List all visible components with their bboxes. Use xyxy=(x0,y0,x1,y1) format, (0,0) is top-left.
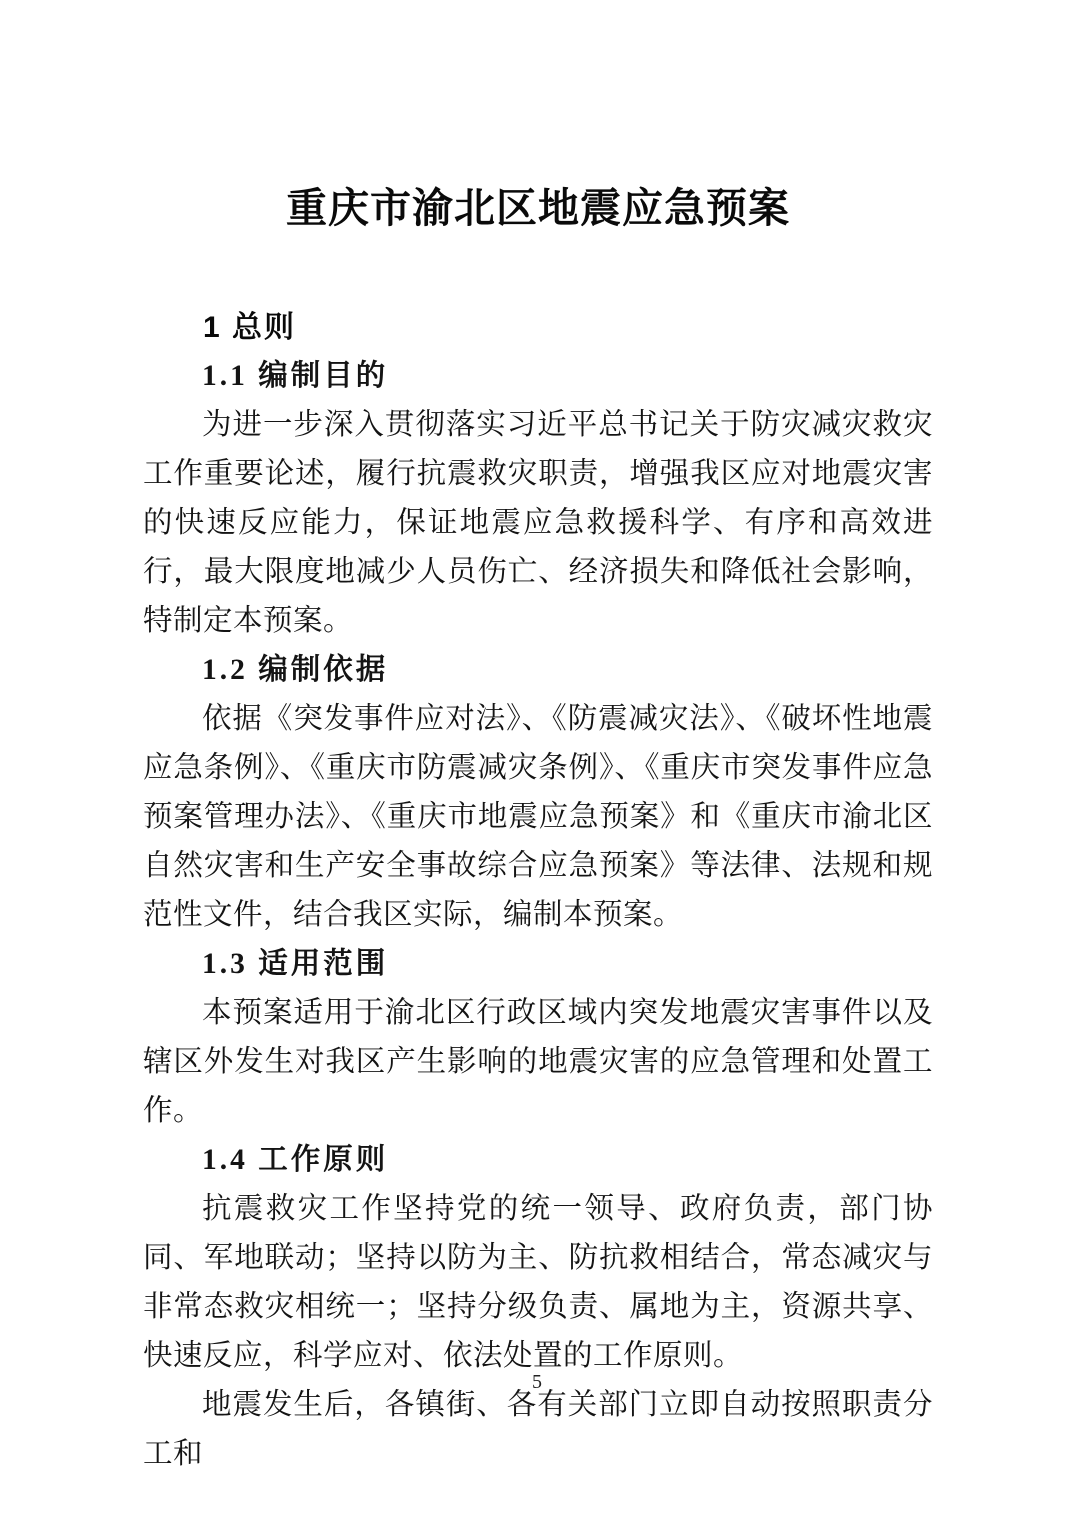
page-number: 5 xyxy=(532,1371,542,1393)
paragraph-1-3: 本预案适用于渝北区行政区域内突发地震灾害事件以及辖区外发生对我区产生影响的地震灾害的应急管理和处置工作。 xyxy=(143,997,933,1127)
document-content xyxy=(143,0,933,1479)
paragraph-1-4-b: 地震发生后，各镇街、各有关部门立即自动按照职责分工和 xyxy=(143,1389,933,1470)
paragraph-1-4-a: 抗震救灾工作坚持党的统一领导、政府负责，部门协同、军地联动；坚持以防为主、防抗救相结合，常态减灾与非常态救灾相统一；坚持分级负责、属地为主，资源共享、快速反应，科学应对、依法处置的工作原则。 xyxy=(143,1193,933,1372)
chapter-heading: 1 总则 xyxy=(203,311,297,344)
section-heading-1-4: 1.4 工作原则 xyxy=(202,1144,389,1176)
paragraph-1-2: 依据《突发事件应对法》、《防震减灾法》、《破坏性地震应急条例》、《重庆市防震减灾条例》、《重庆市突发事件应急预案管理办法》、《重庆市地震应急预案》和《重庆市渝北区自然灾害和生产安全事故综合应急预案》等法律、法规和规范性文件，结合我区实际，编制本预案。 xyxy=(143,703,933,931)
section-heading-1-3: 1.3 适用范围 xyxy=(202,948,389,980)
section-heading-1-2: 1.2 编制依据 xyxy=(202,654,389,686)
paragraph-1-1: 为进一步深入贯彻落实习近平总书记关于防灾减灾救灾工作重要论述，履行抗震救灾职责，增强我区应对地震灾害的快速反应能力，保证地震应急救援科学、有序和高效进行，最大限度地减少人员伤亡、经济损失和降低社会影响，特制定本预案。 xyxy=(143,409,933,637)
section-heading-1-1: 1.1 编制目的 xyxy=(202,360,389,392)
document-title: 重庆市渝北区地震应急预案 xyxy=(286,185,790,231)
